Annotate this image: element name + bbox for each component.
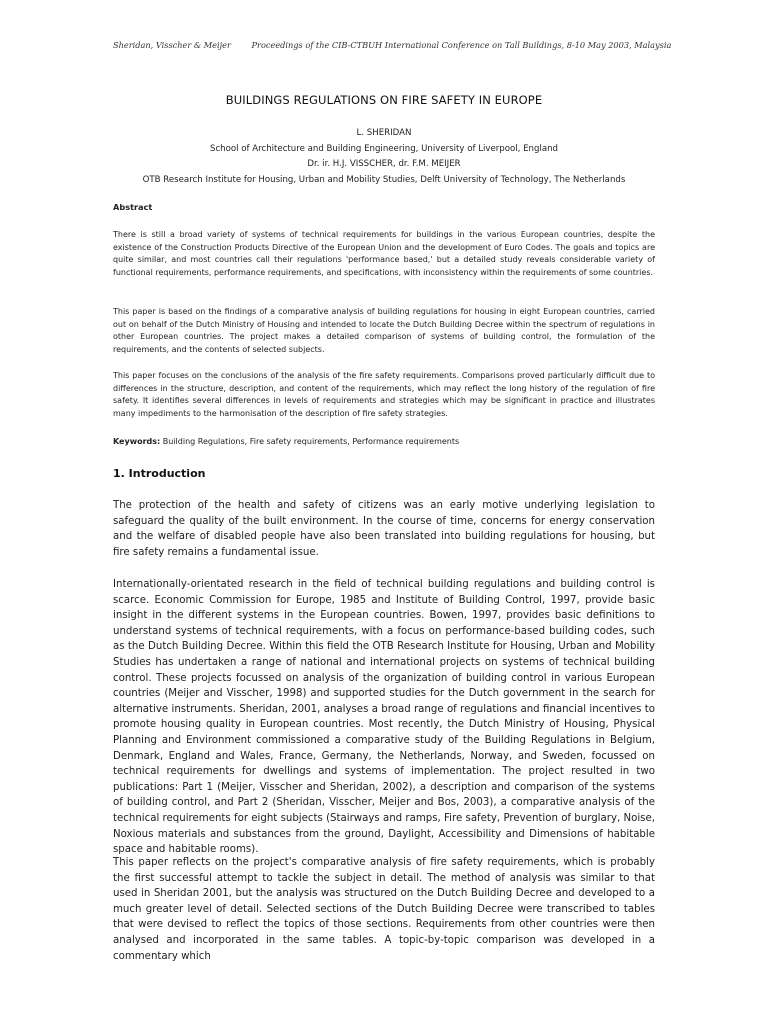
abstract-paragraph: This paper is based on the findings of a comparative analysis of building regulations for housing in eight European countries, carried out on behalf of the Dutch Ministry of Housing and intended to locate the Dutch Building Decree within the spectrum of regulations in other European countries. The project makes a detailed comparison of systems of building control, the formulation of the requirements, and the contents of selected subjects.: [113, 307, 655, 354]
author-institution: School of Architecture and Building Engineering, University of Liverpool, England: [209, 143, 559, 154]
header-authors: Sheridan, Visscher & Meijer: [113, 40, 231, 50]
body-paragraph: Internationally-orientated research in the field of technical building regulations and building control is scarce. Economic Commission for Europe, 1985 and Institute of Building Control, 1997, provide basic insight in the different systems in the European countries. Bowen, 1997, provides basic definitions to understand systems of technical requirements, with a focus on performance-based building codes, such as the Dutch Building Decree. Within this field the OTB Research Institute for Housing, Urban and Mobility Studies has undertaken a range of national and international projects on systems of technical building control. These projects focussed on analysis of the organization of building control in various European countries (Meijer and Visscher, 1998) and supported studies for the Dutch government in the search for alternative instruments. Sheridan, 2001, analyses a broad range of regulations and financial incentives to promote housing quality in European countries. Most recently, the Dutch Ministry of Housing, Physical Planning and Environment commissioned a comparative study of the Building Regulations in Belgium, Denmark, England and Wales, France, Germany, the Netherlands, Norway, and Sweden, focussed on technical requirements for dwellings and systems of implementation. The project resulted in two publications: Part 1 (Meijer, Visscher and Sheridan, 2002), a description and comparison of the systems of building control, and Part 2 (Sheridan, Visscher, Meijer and Bos, 2003), a comparative analysis of the technical requirements for eight subjects (Stairways and ramps, Fire safety, Prevention of burglary, Noise, Noxious materials and substances from the ground, Daylight, Accessibility and Dimensions of habitable space and habitable rooms).: [113, 579, 655, 856]
abstract-heading: Abstract: [113, 202, 153, 212]
body-paragraph: This paper reflects on the project's comparative analysis of fire safety requirements, which is probably the first successful attempt to tackle the subject in detail. The method of analysis was similar to that used in Sheridan 2001, but the analysis was structured on the Dutch Building Decree and developed to a much greater level of detail. Selected sections of the Dutch Building Decree were transcribed to tables that were devised to reflect the topics of those sections. Requirements from other countries were then analysed and incorporated in the same tables. A topic-by-topic comparison was developed in a commentary which: [113, 857, 655, 962]
body-paragraph: The protection of the health and safety of citizens was an early motive underlying legislation to safeguard the quality of the built environment. In the course of time, concerns for energy conservation and the welfare of disabled people have also been translated into building regulations for housing, but fire safety remains a fundamental issue.: [113, 500, 655, 558]
keywords-line: [113, 436, 655, 449]
running-header: [113, 40, 673, 50]
author-affiliations: [113, 126, 655, 188]
section-heading: 1. Introduction: [113, 467, 206, 480]
keywords-text: Building Regulations, Fire safety requirements, Performance requirements: [160, 437, 460, 446]
author-name: Dr. ir. H.J. VISSCHER, dr. F.M. MEIJER: [307, 159, 461, 169]
author-institution: OTB Research Institute for Housing, Urban and Mobility Studies, Delft University of Technology, The Netherlands: [142, 174, 626, 185]
paper-title: BUILDINGS REGULATIONS ON FIRE SAFETY IN EUROPE: [225, 93, 543, 107]
keywords-label: Keywords:: [113, 437, 161, 446]
abstract-paragraph: This paper focuses on the conclusions of the analysis of the fire safety requirements. Comparisons proved particularly difficult due to differences in the structure, description, and content of the requirements, which may reflect the long history of the regulation of fire safety. It identifies several differences in levels of requirements and strategies which may be significant in practice and illustrates many impediments to the harmonisation of the description of fire safety strategies.: [113, 371, 655, 418]
abstract-paragraph: There is still a broad variety of systems of technical requirements for buildings in the various European countries, despite the existence of the Construction Products Directive of the European Union and the development of Euro Codes. The goals and topics are quite similar, and most countries call their regulations 'performance based,' but a detailed study reveals considerable variety of functional requirements, performance requirements, and specifications, with inconsistency within the requirements of some countries.: [113, 230, 655, 277]
author-name: L. SHERIDAN: [356, 128, 412, 138]
header-proceedings: Proceedings of the CIB-CTBUH International Conference on Tall Buildings, 8-10 May 2003, Malaysia: [251, 40, 672, 50]
